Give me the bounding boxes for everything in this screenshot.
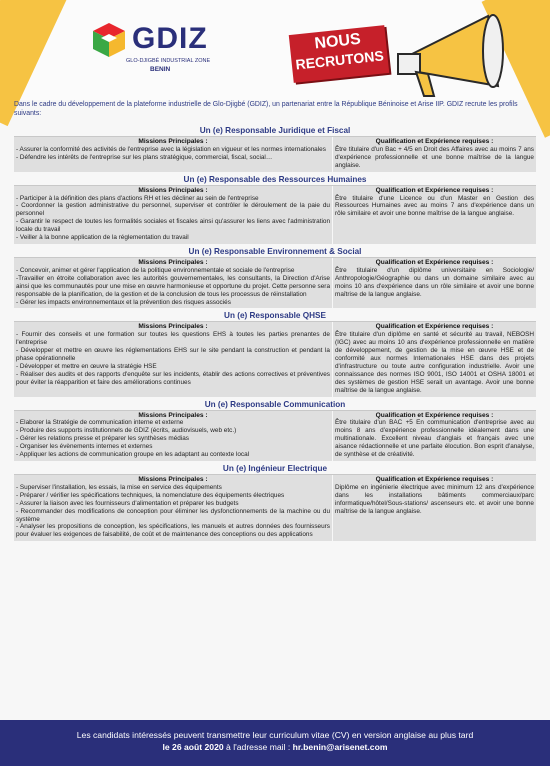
missions-column [14,411,332,461]
intro-text: Dans le cadre du développement de la plateforme industrielle de Glo-Djigbé (GDIZ), un partenariat entre la République Béninoise et Arise IIP. GDIZ recrute les profils suivants: [14,101,518,117]
recruiting-banner [289,25,389,83]
job-sections [14,125,536,543]
qualification-text: Être titulaire d'un Bac + 4/5 en Droit des Affaires avec au moins 7 ans d'expérience professionnelle et une bonne maîtrise de la langue anglaise. [335,145,534,169]
section-title: Un (e) Responsable Juridique et Fiscal [199,126,351,135]
contact-email[interactable]: hr.benin@arisenet.com [292,742,388,752]
mission-item: - Assurer la conformité des activités de l'entreprise avec la législation en vigueur et les normes internationales [16,145,326,153]
qualification-column [332,258,536,308]
mission-item: - Garantir le respect de toutes les formalités sociales et fiscales ainsi qu'assurer les liens avec l'administration locale du travail [16,218,330,234]
mission-item: - Concevoir, animer et gérer l'application de la politique environnementale et sociale de l'entreprise [16,266,295,274]
logo-subtitle: GLO-DJIGBÉ INDUSTRIAL ZONE [126,58,211,64]
mission-item: - Fournir des conseils et une formation sur toutes les questions EHS à toutes les parties prenantes de l'entreprise [16,331,330,347]
mission-item: - Gérer les relations presse et préparer les synthèses médias [16,435,189,443]
banner-line-2: RECRUTONS [294,47,385,73]
mission-item: - Réaliser des audits et des rapports d'enquête sur les incidents, établir des actions correctives et préventives pour éviter la réapparition et faire des améliorations continues [16,370,330,386]
mission-item: - Analyser les propositions de conception, les spécifications, les manuels et autres données des fournisseurs pour évaluer les exigences de faisabilité, de coût et de maintenance des conceptions ou des applications [16,523,330,539]
qualification-text: Diplôme en ingénierie électrique avec minimum 12 ans d'expérience dans les installations bâtiments commerciaux/parc informatique/hôtel/Sous-stations/ ascenseurs etc. et avoir une bonne maîtrise de la langue anglaise. [335,483,534,515]
deadline-date: le 26 août 2020 [162,742,224,752]
logo-name: GDIZ [132,22,208,55]
gdiz-logo [92,18,222,88]
poster-header [0,0,550,100]
mission-item: - Recommander des modifications de conception pour éliminer les dysfonctionnements de la machine ou du système [16,507,330,523]
section-body [14,185,536,244]
missions-column [14,258,332,308]
qualification-heading: Qualification et Expérience requises : [375,186,494,194]
section-body [14,257,536,308]
megaphone-icon [388,6,518,102]
qualification-text: Être titulaire d'un BAC +5 En communication d'entreprise avec au moins 8 ans d'expérience professionnelle idéalement dans une multinationale. Excellent niveau d'anglais et français avec une aisance rédactionnelle et une parfaite élocution. Bon esprit d'analyse, de synthèse et de créativité. [335,419,534,459]
missions-heading: Missions Principales : [138,476,208,483]
missions-column [14,186,332,244]
gdiz-cube-logo-icon [92,22,126,58]
mission-item: - Veiller à la bonne application de la réglementation du travail [16,234,189,242]
missions-heading: Missions Principales : [138,138,208,145]
footer-line-1: Les candidats intéressés peuvent transmettre leur curriculum vitae (CV) en version anglaise au plus tard [76,730,474,740]
qualification-column [332,475,536,541]
missions-column [14,137,332,172]
mission-item: -Travailler en étroite collaboration avec les autorités gouvernementales, les consultants, la Direction d'Arise ainsi que les communautés pour une mise en œuvre harmonieuse et opportune du projet. Cette personne sera responsable de la planification, de la gestion et de la conclusion de tous les processus de réinstallation [16,274,330,298]
mission-item: - Défendre les intérêts de l'entreprise sur les plans stratégique, commercial, fiscal, social… [16,153,273,161]
qualification-heading: Qualification et Expérience requises : [375,476,494,483]
missions-heading: Missions Principales : [138,258,208,266]
mission-item: - Produire des supports institutionnels de GDIZ (écrits, audiovisuels, web etc.) [16,427,237,435]
mission-item: - Participer à la définition des plans d'actions RH et les décliner au sein de l'entreprise [16,194,259,202]
mission-item: - Appliquer les actions de communication groupe en les adaptant au contexte local [16,451,250,459]
missions-heading: Missions Principales : [138,411,208,419]
mission-item: - Coordonner la gestion administrative du personnel, superviser et contrôler le déroulement de la paie du personnel [16,202,330,218]
banner-line-1: NOUS [313,30,362,53]
section-title: Un (e) Responsable des Ressources Humaines [183,174,367,184]
section-body [14,136,536,172]
mission-item: - Superviser l'installation, les essais, la mise en service des équipements [16,483,222,491]
mission-item: - Préparer / vérifier les spécifications techniques, la nomenclature des équipements électriques [16,491,285,499]
qualification-heading: Qualification et Expérience requises : [375,258,494,266]
mission-item: - Développer et mettre en œuvre la stratégie HSE [16,362,157,370]
qualification-column [332,137,536,172]
qualification-column [332,322,536,396]
qualification-column [332,411,536,461]
footer-line-2 [0,741,550,753]
missions-column [14,322,332,396]
mission-item: - Elaborer la Stratégie de communication interne et externe [16,419,184,427]
missions-column [14,475,332,541]
mission-item: - Gérer les impacts environnementaux et la prévention des risques associés [16,298,231,306]
section-title: Un (e) Responsable QHSE [224,311,326,321]
missions-heading: Missions Principales : [138,186,208,194]
section-body [14,321,536,396]
application-footer [0,720,550,766]
mission-item: - Organiser les évènements internes et externes [16,443,153,451]
section-title: Un (e) Responsable Communication [204,399,346,409]
mission-item: - Développer et mettre en œuvre les réglementations EHS sur le site pendant la construction et pendant la phase opérationnelle [16,347,330,363]
qualification-column [332,186,536,244]
section-title: Un (e) Responsable Environnement & Social [188,246,362,256]
qualification-heading: Qualification et Expérience requises : [375,323,494,331]
qualification-heading: Qualification et Expérience requises : [375,411,494,419]
section-body [14,474,536,541]
missions-heading: Missions Principales : [138,323,208,331]
section-title: Un (e) Ingénieur Electrique [222,464,328,473]
mission-item: - Assurer la liaison avec les fournisseurs d'alimentation et préparer les budgets [16,499,239,507]
qualification-text: Être titulaire d'un diplôme universitaire en Sociologie/ Anthropologie/Géographie ou dans un domaine similaire avec au moins 10 ans d'expérience dans un rôle similaire et avoir une bonne maîtrise de la langue anglaise. [335,266,534,298]
footer-mid: à l'adresse mail : [223,742,293,752]
qualification-text: Être titulaire d'une Licence ou d'un Master en Gestion des Ressources Humaines avec au moins 7 ans d'expérience dans un rôle similaire et avoir une bonne maîtrise de la langue anglaise. [335,194,534,218]
qualification-heading: Qualification et Expérience requises : [375,138,494,145]
section-body [14,410,536,461]
logo-country: BENIN [150,66,171,73]
qualification-text: Être titulaire d'un diplôme en santé et sécurité au travail, NEBOSH (IGC) avec au moins 10 ans d'expérience professionnelle en matière de développement, de gestion de la mise en œuvre HSE et de conformité aux normes Internationales HSE dans des projets d'infrastructure ou toute autre configuration industrielle. Avoir une connaissance des normes ISO 9001, ISO 14001 et OSHA 18001 et des systèmes de gestion HSE serait un avantage. Avoir une bonne maîtrise de la langue anglaise. [335,331,534,394]
